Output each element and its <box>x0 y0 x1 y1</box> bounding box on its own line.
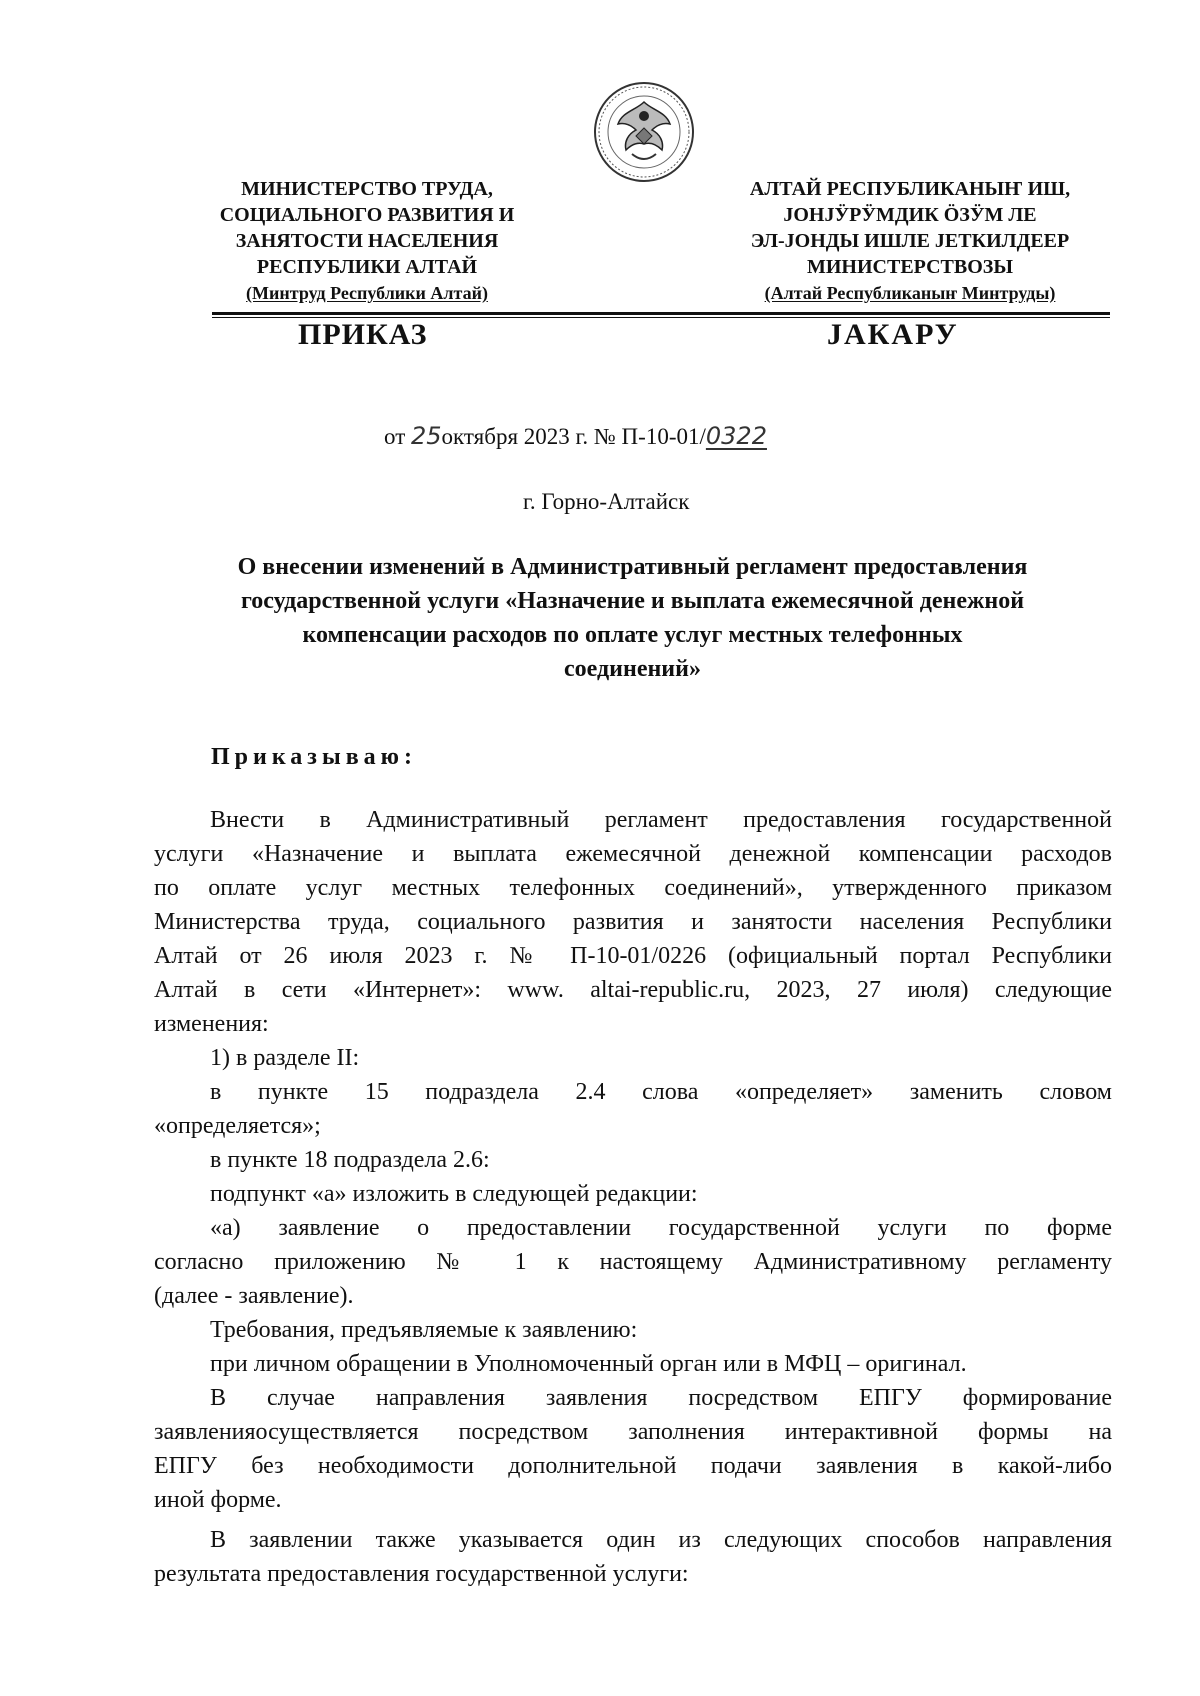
doc-type-altai: ЈАКАРУ <box>827 318 959 351</box>
order-number-handwritten: 0322 <box>705 422 767 450</box>
body-line: подпункт «а» изложить в следующей редакции: <box>210 1181 698 1207</box>
body-line: результата предоставления государственной услуги: <box>154 1561 689 1587</box>
date-day-handwritten: 25 <box>411 422 442 450</box>
body-line: при личном обращении в Уполномоченный орган или в МФЦ – оригинал. <box>210 1351 967 1377</box>
body-line: В случае направления заявления посредством ЕПГУ формирование <box>210 1385 1112 1411</box>
ministry-name-line: ЭЛ-ЈОНДЫ ИШЛЕ ЈЕТКИЛДЕЕР <box>750 230 1070 252</box>
ministry-name-altai <box>700 176 1120 306</box>
date-middle: октября 2023 г. № П-10-01/ <box>441 424 706 449</box>
body-line: «а) заявление о предоставлении государственной услуги по форме <box>210 1215 1112 1241</box>
body-line: 1) в разделе II: <box>210 1045 360 1071</box>
date-prefix: от <box>384 424 406 449</box>
body-line: по оплате услуг местных телефонных соединений», утвержденного приказом <box>154 875 1112 901</box>
ministry-name-russian <box>177 176 557 306</box>
ministry-name-line: АЛТАЙ РЕСПУБЛИКАНЫҤ ИШ, <box>749 178 1071 200</box>
title-line: соединений» <box>564 656 701 682</box>
body-line: Алтай от 26 июля 2023 г. № П-10-01/0226 (официальный портал Республики <box>154 943 1112 969</box>
ministry-name-line: ЗАНЯТОСТИ НАСЕЛЕНИЯ <box>235 230 499 252</box>
ministry-short-name: (Алтай Республиканыҥ Минтруды) <box>764 283 1056 303</box>
body-line: иной форме. <box>154 1487 282 1513</box>
ministry-name-line: МИНИСТЕРСТВОЗЫ <box>806 256 1013 278</box>
date-number-line <box>384 422 767 450</box>
body-line: услуги «Назначение и выплата ежемесячной денежной компенсации расходов <box>154 841 1112 867</box>
body-line: «определяется»; <box>154 1113 321 1139</box>
ministry-name-line: ЈОНЈӰРӰМДИК ӦЗӰМ ЛЕ <box>783 204 1037 226</box>
ministry-name-line: СОЦИАЛЬНОГО РАЗВИТИЯ И <box>219 204 515 226</box>
body-line: Требования, предъявляемые к заявлению: <box>210 1317 638 1343</box>
doc-type-russian: ПРИКАЗ <box>298 318 428 351</box>
ministry-short-name: (Минтруд Республики Алтай) <box>246 283 488 303</box>
title-line: компенсации расходов по оплате услуг местных телефонных <box>302 622 963 648</box>
body-line: в пункте 18 подраздела 2.6: <box>210 1147 490 1173</box>
ministry-name-line: МИНИСТЕРСТВО ТРУДА, <box>241 178 493 200</box>
document-body <box>154 803 1112 1591</box>
body-line: в пункте 15 подраздела 2.4 слова «определяет» заменить словом <box>210 1079 1112 1105</box>
body-line: ЕПГУ без необходимости дополнительной подачи заявления в какой-либо <box>154 1453 1112 1479</box>
body-line: Алтай в сети «Интернет»: www. altai-republic.ru, 2023, 27 июля) следующие <box>154 977 1112 1003</box>
body-line: В заявлении также указывается один из следующих способов направления <box>210 1527 1112 1553</box>
body-line: изменения: <box>154 1011 269 1037</box>
body-line: Внести в Административный регламент предоставления государственной <box>210 807 1112 833</box>
document-title <box>150 550 1115 686</box>
altai-emblem-icon <box>592 80 696 184</box>
body-line: Министерства труда, социального развития и занятости населения Республики <box>154 909 1112 935</box>
body-line: заявленияосуществляется посредством заполнения интерактивной формы на <box>154 1419 1112 1445</box>
ministry-name-line: РЕСПУБЛИКИ АЛТАЙ <box>256 256 478 278</box>
title-line: государственной услуги «Назначение и выплата ежемесячной денежной <box>240 588 1025 614</box>
title-line: О внесении изменений в Административный регламент предоставления <box>237 554 1028 580</box>
body-line: (далее - заявление). <box>154 1283 354 1309</box>
order-word: Приказываю: <box>211 744 417 770</box>
city-line: г. Горно-Алтайск <box>523 489 690 514</box>
body-line: согласно приложению № 1 к настоящему Административному регламенту <box>154 1249 1112 1275</box>
